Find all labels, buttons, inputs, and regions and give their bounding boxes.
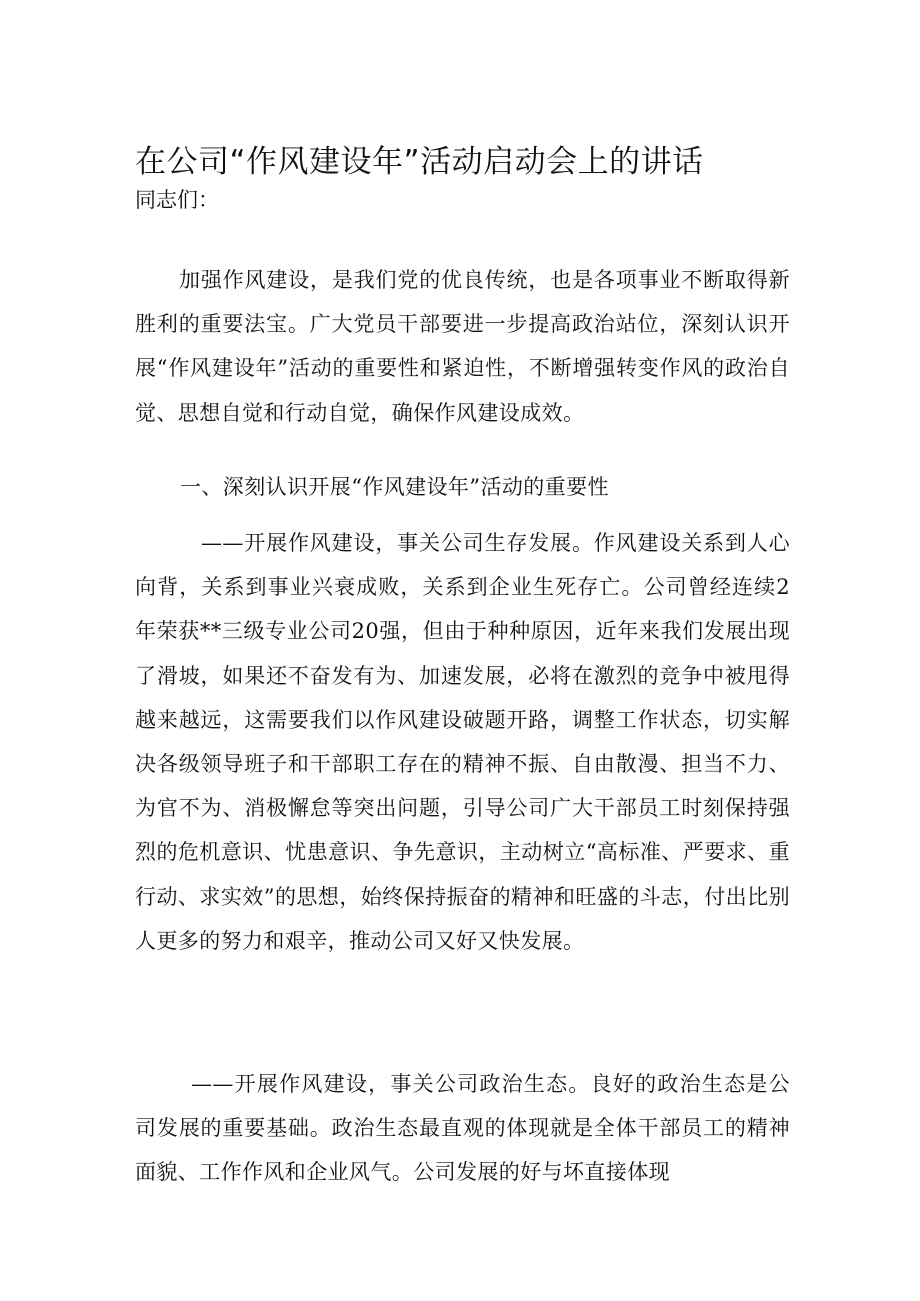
paragraph-political-ecology: ——开展作风建设，事关公司政治生态。良好的政治生态是公司发展的重要基础。政治生态最直观的体现就是全体干部员工的精神面貌、工作作风和企业风气。公司发展的好与坏直接体现 [135,1072,790,1185]
section-heading: 一、深刻认识开展“作风建设年”活动的重要性 [180,475,609,499]
paragraph-survival: ——开展作风建设，事关公司生存发展。作风建设关系到人心向背，关系到事业兴衰成败，关系到企业生死存亡。公司曾经连续2年荣获**三级专业公司20强，但由于种种原因，近年来我们发展出现了滑坡，如果还不奋发有为、加速发展，必将在激烈的竞争中被甩得越来越远，这需要我们以作风建设破题开路，调整工作状态，切实解决各级领导班子和干部职工存在的精神不振、自由散漫、担当不力、为官不为、消极懈怠等突出问题，引导公司广大干部员工时刻保持强烈的危机意识、忧患意识、争先意识，主动树立“高标准、严要求、重行动、求实效”的思想，始终保持振奋的精神和旺盛的斗志，付出比别人更多的努力和艰辛，推动公司又好又快发展。 [135,531,790,953]
paragraph-intro: 加强作风建设，是我们党的优良传统，也是各项事业不断取得新胜利的重要法宝。广大党员干部要进一步提高政治站位，深刻认识开展“作风建设年”活动的重要性和紧迫性，不断增强转变作风的政治自觉、思想自觉和行动自觉，确保作风建设成效。 [135,268,790,425]
salutation: 同志们： [135,188,219,212]
document-title: 在公司“作风建设年”活动启动会上的讲话 [135,144,704,180]
